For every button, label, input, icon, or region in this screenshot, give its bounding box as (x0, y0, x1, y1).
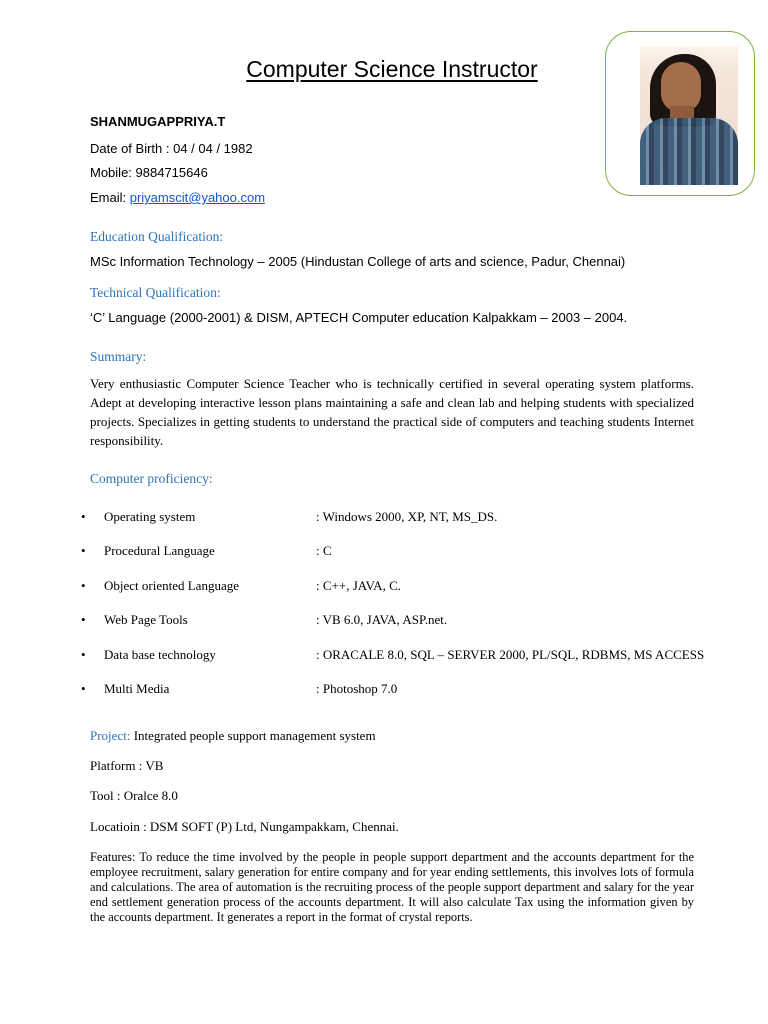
proficiency-label: Web Page Tools (104, 612, 188, 627)
project-label: Project: (90, 728, 131, 743)
education-text: MSc Information Technology – 2005 (Hindustan College of arts and science, Padur, Chennai) (90, 254, 626, 269)
education-heading: Education Qualification: (90, 229, 224, 244)
bullet-marker: • (81, 509, 86, 524)
email-link[interactable]: priyamscit@yahoo.com (129, 190, 266, 205)
proficiency-item (0, 612, 768, 632)
mobile-number: Mobile: 9884715646 (90, 165, 208, 180)
proficiency-value: : Windows 2000, XP, NT, MS_DS. (316, 509, 498, 524)
bullet-marker: • (81, 543, 86, 558)
date-of-birth: Date of Birth : 04 / 04 / 1982 (90, 141, 253, 156)
project-line (90, 728, 376, 744)
summary-heading: Summary: (90, 349, 147, 364)
candidate-name: SHANMUGAPPRIYA.T (90, 114, 226, 129)
proficiency-value: : C++, JAVA, C. (316, 578, 401, 593)
bullet-marker: • (81, 612, 86, 627)
proficiency-label: Operating system (104, 509, 196, 524)
proficiency-label: Data base technology (104, 647, 216, 662)
proficiency-item (0, 681, 768, 701)
proficiency-label: Object oriented Language (104, 578, 239, 593)
proficiency-heading: Computer proficiency: (90, 471, 213, 486)
proficiency-value: : Photoshop 7.0 (316, 681, 398, 696)
proficiency-item (0, 509, 768, 529)
profile-photo (640, 46, 738, 185)
proficiency-item (0, 578, 768, 598)
project-location: Locatioin : DSM SOFT (P) Ltd, Nungampakkam, Chennai. (90, 819, 399, 834)
project-features: Features: To reduce the time involved by the people in people support department and the accounts department for the employee recruitment, salary generation for entire company and for year ending settlements, this involves lots of formula and calculations. The area of automation is the recruiting process of the people support department and salary for the year end settlement generation process of the accounts department. It will also calculate Tax using the information given by the accounts department. It generates a report in the format of crystal reports. (90, 850, 694, 924)
technical-heading: Technical Qualification: (90, 285, 221, 300)
project-platform: Platform : VB (90, 758, 164, 773)
proficiency-value: : C (316, 543, 332, 558)
project-name: Integrated people support management system (130, 728, 376, 743)
proficiency-label: Multi Media (104, 681, 170, 696)
proficiency-item (0, 543, 768, 563)
bullet-marker: • (81, 578, 86, 593)
proficiency-value: : VB 6.0, JAVA, ASP.net. (316, 612, 448, 627)
email-line (90, 190, 265, 205)
bullet-marker: • (81, 681, 86, 696)
bullet-marker: • (81, 647, 86, 662)
project-tool: Tool : Oralce 8.0 (90, 788, 178, 803)
profile-photo-frame (605, 31, 755, 196)
proficiency-item (0, 647, 768, 667)
proficiency-label: Procedural Language (104, 543, 215, 558)
email-label: Email: (90, 190, 130, 205)
summary-text: Very enthusiastic Computer Science Teacher who is technically certified in several operating system platforms. Adept at developing interactive lesson plans maintaining a safe and clean lab and helping students with specialized projects. Specializes in getting students to understand the practical side of computers and teaching students Internet responsibility. (90, 376, 694, 448)
page-title: Computer Science Instructor (246, 56, 538, 82)
technical-text: ‘C’ Language (2000-2001) & DISM, APTECH Computer education Kalpakkam – 2003 – 2004. (90, 310, 628, 325)
proficiency-value: : ORACALE 8.0, SQL – SERVER 2000, PL/SQL, RDBMS, MS ACCESS (316, 647, 705, 662)
